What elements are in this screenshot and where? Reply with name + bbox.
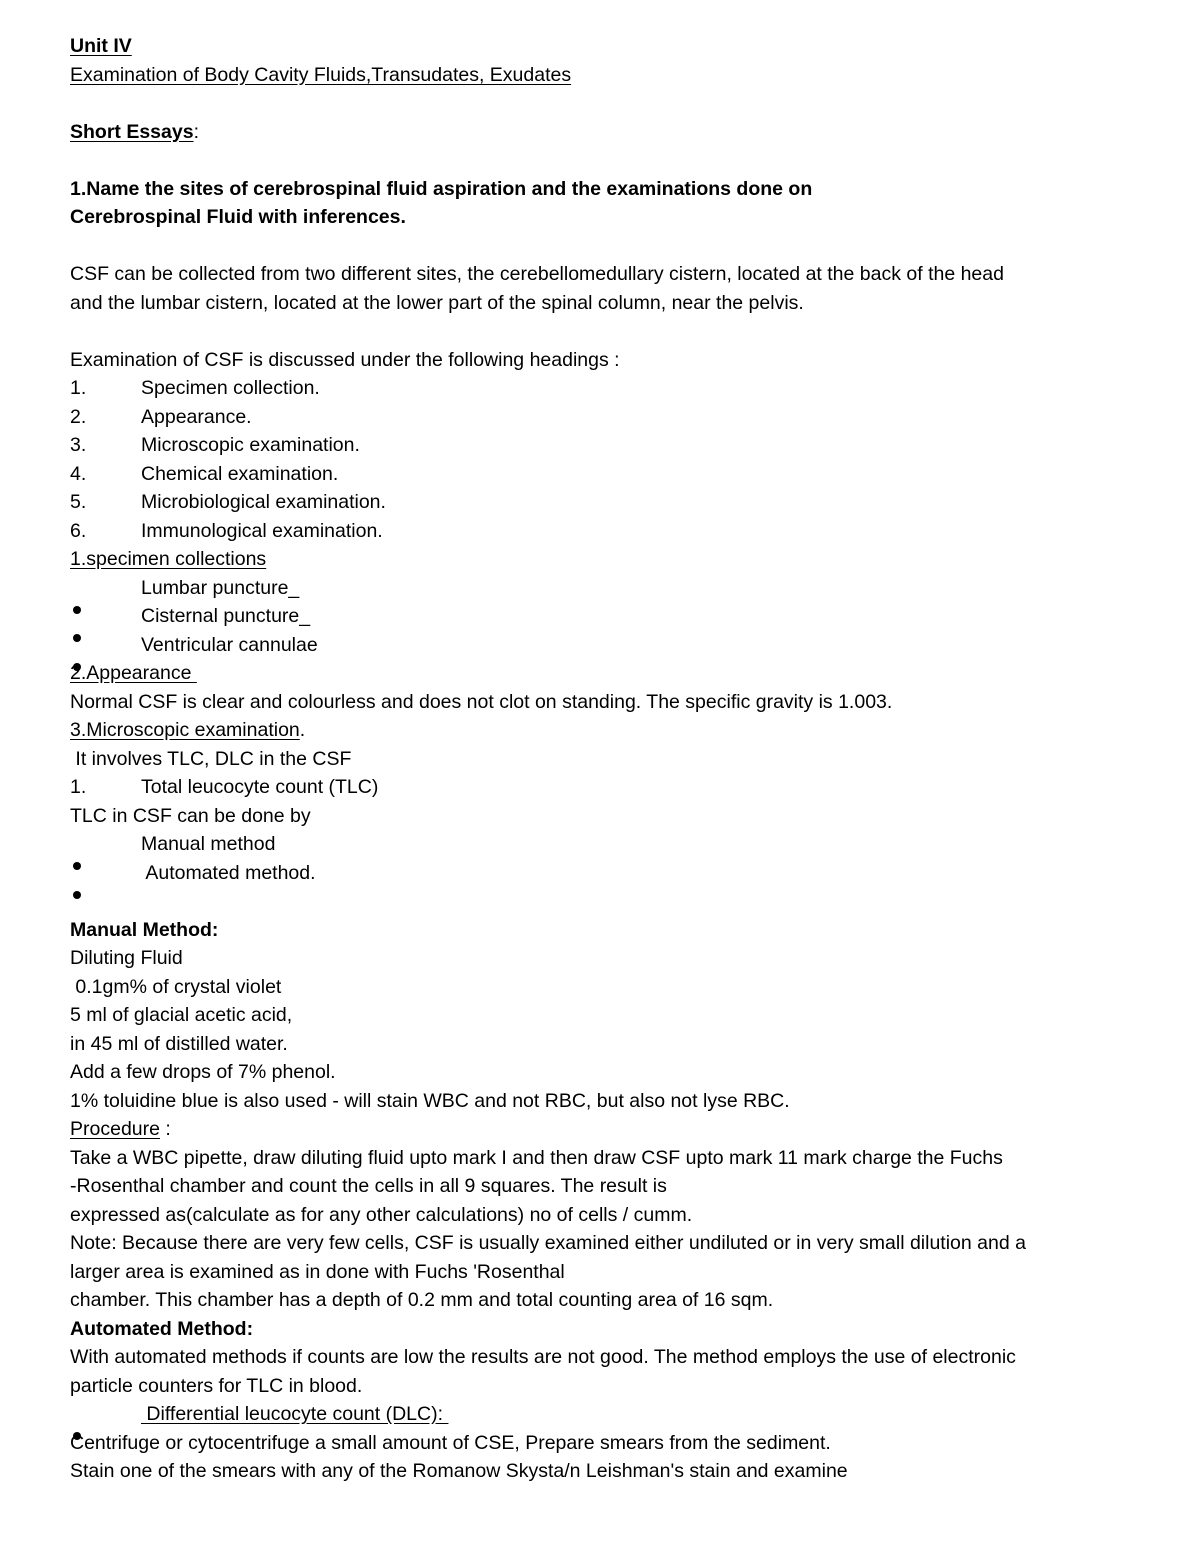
text-line: Add a few drops of 7% phenol. (70, 1061, 336, 1083)
tlc-intro: TLC in CSF can be done by (70, 804, 311, 827)
text-line: Stain one of the smears with any of the Romanow Skysta/n Leishman's stain and examine (70, 1460, 848, 1482)
dlc-title: Differential leucocyte count (DLC): (141, 1403, 449, 1425)
headings-intro: Examination of CSF is discussed under the following headings : (70, 348, 620, 371)
text-line: expressed as(calculate as for any other calculations) no of cells / cumm. (70, 1203, 693, 1226)
bullet-item: Manual method (141, 833, 276, 855)
text-line: chamber. This chamber has a depth of 0.2 mm and total counting area of 16 sqm. (70, 1289, 774, 1311)
text-line: -Rosenthal chamber and count the cells in all 9 squares. The result is (70, 1175, 667, 1197)
bullet-item: Lumbar puncture_ (141, 576, 300, 599)
bullet-item: Automated method. (141, 861, 316, 884)
document-page: Unit IV Examination of Body Cavity Fluids,Transudates, Exudates Short Essays: 1.Name the sites of cerebrospinal fluid aspiration and the examinations done on Cerebrospinal Fluid with inferences. CSF can be collected from two different sites, the cerebellomedullary cistern, located at the back of the head and the lumbar cistern, located at the lower part of the spinal column, near the pelvis. Examination of CSF is discussed under the following headings : 1. Specimen collection. 2. Appearance. 3. Microscopic examination. 4. Chemical examination. 5. Microbiological examination. 6. Immunological examination. 1.specimen collections Lumbar puncture_ Cisternal puncture_ Ventricular cannulae 2.Appearance Normal CSF is clear and colourless and does not clot on standing. The specific gravity is 1.003. 3.Microscopic examination. It involves TLC, DLC in the CSF 1. Total leucocyte count (TLC) TLC in CSF can be done by Manual method Automated method. Manual Method: Diluting Fluid 0.1gm% of crystal violet 5 ml of glacial acetic acid, in 45 ml of distilled water. Add a few drops of 7% phenol. 1% toluidine blue is also used - will stain WBC and not RBC, but also not lyse RBC. Procedure : Take a WBC pipette, draw diluting fluid upto mark I and then draw CSF upto mark 11 mark charge the Fuchs -Rosenthal chamber and count the cells in all 9 squares. The result is expressed as(calculate as for any other calculations) no of cells / cumm. Note: Because there are very few cells, CSF is usually examined either undiluted or in very small dilution and a larger area is examined as in done with Fuchs 'Rosenthal chamber. This chamber has a depth of 0.2 mm and total counting area of 16 sqm. Automated Method: With automated methods if counts are low the results are not good. The method employs the use of electronic particle counters for TLC in blood. Differential leucocyte count (DLC): Centrifuge or cytocentrifuge a small amount of CSE, Prepare smears from the sediment. Stain one of the smears with any of the Romanow Skysta/n Leishman's stain and examine (70, 32, 1170, 1486)
intro-line-2: and the lumbar cistern, located at the lower part of the spinal column, near the pelvis. (70, 291, 804, 314)
text-line: Centrifuge or cytocentrifuge a small amount of CSE, Prepare smears from the sediment. (70, 1431, 831, 1454)
unit-subtitle: Examination of Body Cavity Fluids,Transudates, Exudates (70, 63, 572, 86)
list-item: 4. Chemical examination. (70, 462, 339, 485)
question-line-1: 1.Name the sites of cerebrospinal fluid aspiration and the examinations done on (70, 177, 813, 200)
procedure-label: Procedure (70, 1118, 160, 1140)
automated-heading: Automated Method: (70, 1317, 254, 1340)
list-item: 5. Microbiological examination. (70, 491, 386, 513)
text-line: larger area is examined as in done with Fuchs 'Rosenthal (70, 1260, 565, 1283)
text-line: With automated methods if counts are low the results are not good. The method employs the use of electronic (70, 1346, 1016, 1368)
micro-title: 3.Microscopic examination (70, 719, 300, 741)
list-item: 2. Appearance. (70, 405, 252, 428)
bullet-item: Ventricular cannulae (141, 633, 318, 656)
intro-line-1: CSF can be collected from two different sites, the cerebellomedullary cistern, located at the back of the head (70, 263, 1004, 285)
list-item: 1. Specimen collection. (70, 377, 320, 399)
text-line: in 45 ml of distilled water. (70, 1032, 288, 1055)
section-heading: Short Essays (70, 120, 194, 143)
specimen-title: 1.specimen collections (70, 548, 267, 570)
unit-title: Unit IV (70, 35, 132, 57)
text-line: particle counters for TLC in blood. (70, 1374, 363, 1397)
list-item: 6. Immunological examination. (70, 519, 383, 542)
question-line-2: Cerebrospinal Fluid with inferences. (70, 206, 406, 228)
text-line: 1% toluidine blue is also used - will stain WBC and not RBC, but also not lyse RBC. (70, 1089, 790, 1112)
list-item: 3. Microscopic examination. (70, 434, 360, 456)
text-line: Note: Because there are very few cells, CSF is usually examined either undiluted or in very small dilution and a (70, 1232, 1026, 1254)
section-colon: : (193, 120, 199, 143)
text-line: 5 ml of glacial acetic acid, (70, 1004, 293, 1026)
bullet-item: Cisternal puncture_ (141, 605, 311, 627)
text-line: 0.1gm% of crystal violet (70, 975, 282, 998)
appearance-text: Normal CSF is clear and colourless and does not clot on standing. The specific gravity is 1.003. (70, 690, 893, 713)
text-line: Diluting Fluid (70, 947, 183, 969)
bullet-item (70, 1400, 1170, 1429)
text-line: Take a WBC pipette, draw diluting fluid upto mark I and then draw CSF upto mark 11 mark charge the Fuchs (70, 1146, 1003, 1169)
manual-heading: Manual Method: (70, 918, 219, 941)
list-item: 1. Total leucocyte count (TLC) (70, 776, 379, 798)
appearance-title: 2.Appearance (70, 662, 197, 684)
micro-intro: It involves TLC, DLC in the CSF (70, 747, 352, 770)
